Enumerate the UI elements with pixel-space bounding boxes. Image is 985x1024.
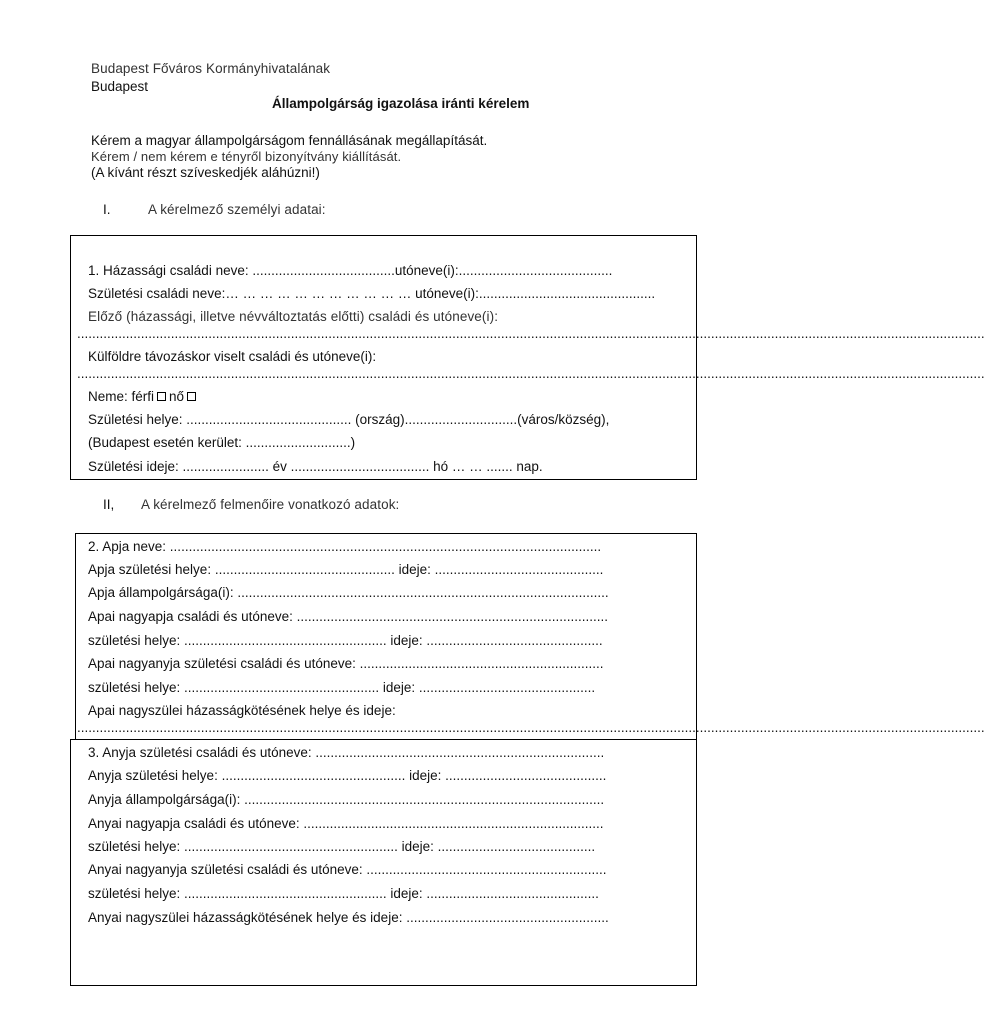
mother-citizenship-field[interactable]: Anyja állampolgársága(i): ................................................................................................ <box>88 792 605 807</box>
female-label: nő <box>169 389 185 404</box>
office-city: Budapest <box>91 79 149 94</box>
mother-birthplace-field[interactable]: Anyja születési helye: ................................................. ideje: ........................................... <box>88 768 607 783</box>
paternal-grandmother-field[interactable]: Apai nagyanyja születési családi és utóneve: ................................................................. <box>88 656 604 671</box>
district-field[interactable]: (Budapest esetén kerület: ............................) <box>88 435 356 450</box>
office-name: Budapest Főváros Kormányhivatalának <box>91 61 331 76</box>
paternal-marriage-label: Apai nagyszülei házasságkötésének helye és ideje: <box>88 703 396 718</box>
father-name-field[interactable]: 2. Apja neve: ................................................................................................................... <box>88 539 602 554</box>
intro-line-2: Kérem / nem kérem e tényről bizonyítvány kiállítását. <box>91 149 402 164</box>
sex-row <box>88 389 199 405</box>
intro-line-3: (A kívánt részt szíveskedjék aláhúzni!) <box>91 165 320 180</box>
married-name-field[interactable]: 1. Házassági családi neve: ......................................utóneve(i):......................................... <box>88 263 613 278</box>
birthplace-field[interactable]: Születési helye: ............................................ (ország)..............................(város/község), <box>88 412 610 427</box>
mother-name-field[interactable]: 3. Anyja születési családi és utóneve: ............................................................................. <box>88 745 605 760</box>
intro-line-1: Kérem a magyar állampolgárságom fennállásának megállapítását. <box>91 133 488 148</box>
abroad-name-dotted-line[interactable]: .................................................................................................................................................................................................................................................. <box>77 366 985 381</box>
father-birthplace-field[interactable]: Apja születési helye: ................................................ ideje: ............................................. <box>88 562 604 577</box>
previous-name-label: Előző (házassági, illetve névváltoztatás előtti) családi és utóneve(i): <box>88 309 499 324</box>
maternal-grandfather-birth-field[interactable]: születési helye: ......................................................... ideje: .......................................... <box>88 839 596 854</box>
previous-name-dotted-line[interactable]: .................................................................................................................................................................................................................................................. <box>77 326 985 341</box>
maternal-grandmother-field[interactable]: Anyai nagyanyja születési családi és utóneve: ................................................................ <box>88 862 607 877</box>
maternal-marriage-field[interactable]: Anyai nagyszülei házasságkötésének helye és ideje: ...................................................... <box>88 910 609 925</box>
sex-label: Neme: férfi <box>88 389 155 404</box>
paternal-grandfather-birth-field[interactable]: születési helye: ...................................................... ideje: ............................................... <box>88 633 603 648</box>
section-1-number: I. <box>103 202 111 217</box>
paternal-grandfather-field[interactable]: Apai nagyapja családi és utóneve: ................................................................................... <box>88 609 608 624</box>
birthdate-field[interactable]: Születési ideje: ....................... év ..................................... hó … … ....... nap. <box>88 459 543 474</box>
maternal-grandfather-field[interactable]: Anyai nagyapja családi és utóneve: ................................................................................ <box>88 816 604 831</box>
section-2-number: II, <box>103 497 115 512</box>
paternal-marriage-dotted-line[interactable]: .................................................................................................................................................................................................................................................. <box>77 720 985 735</box>
birth-name-field[interactable]: Születési családi neve:… … … … … … … … … … … utóneve(i):............................................... <box>88 286 656 301</box>
section-1-title: A kérelmező személyi adatai: <box>148 202 326 217</box>
section-2-title: A kérelmező felmenőire vonatkozó adatok: <box>141 497 400 512</box>
female-checkbox[interactable] <box>187 392 196 401</box>
paternal-grandmother-birth-field[interactable]: születési helye: .................................................... ideje: ............................................... <box>88 680 596 695</box>
abroad-name-label: Külföldre távozáskor viselt családi és utóneve(i): <box>88 349 377 364</box>
form-title: Állampolgárság igazolása iránti kérelem <box>272 96 530 111</box>
male-checkbox[interactable] <box>157 392 166 401</box>
father-citizenship-field[interactable]: Apja állampolgársága(i): ................................................................................................... <box>88 585 609 600</box>
maternal-grandmother-birth-field[interactable]: születési helye: ...................................................... ideje: .............................................. <box>88 886 599 901</box>
